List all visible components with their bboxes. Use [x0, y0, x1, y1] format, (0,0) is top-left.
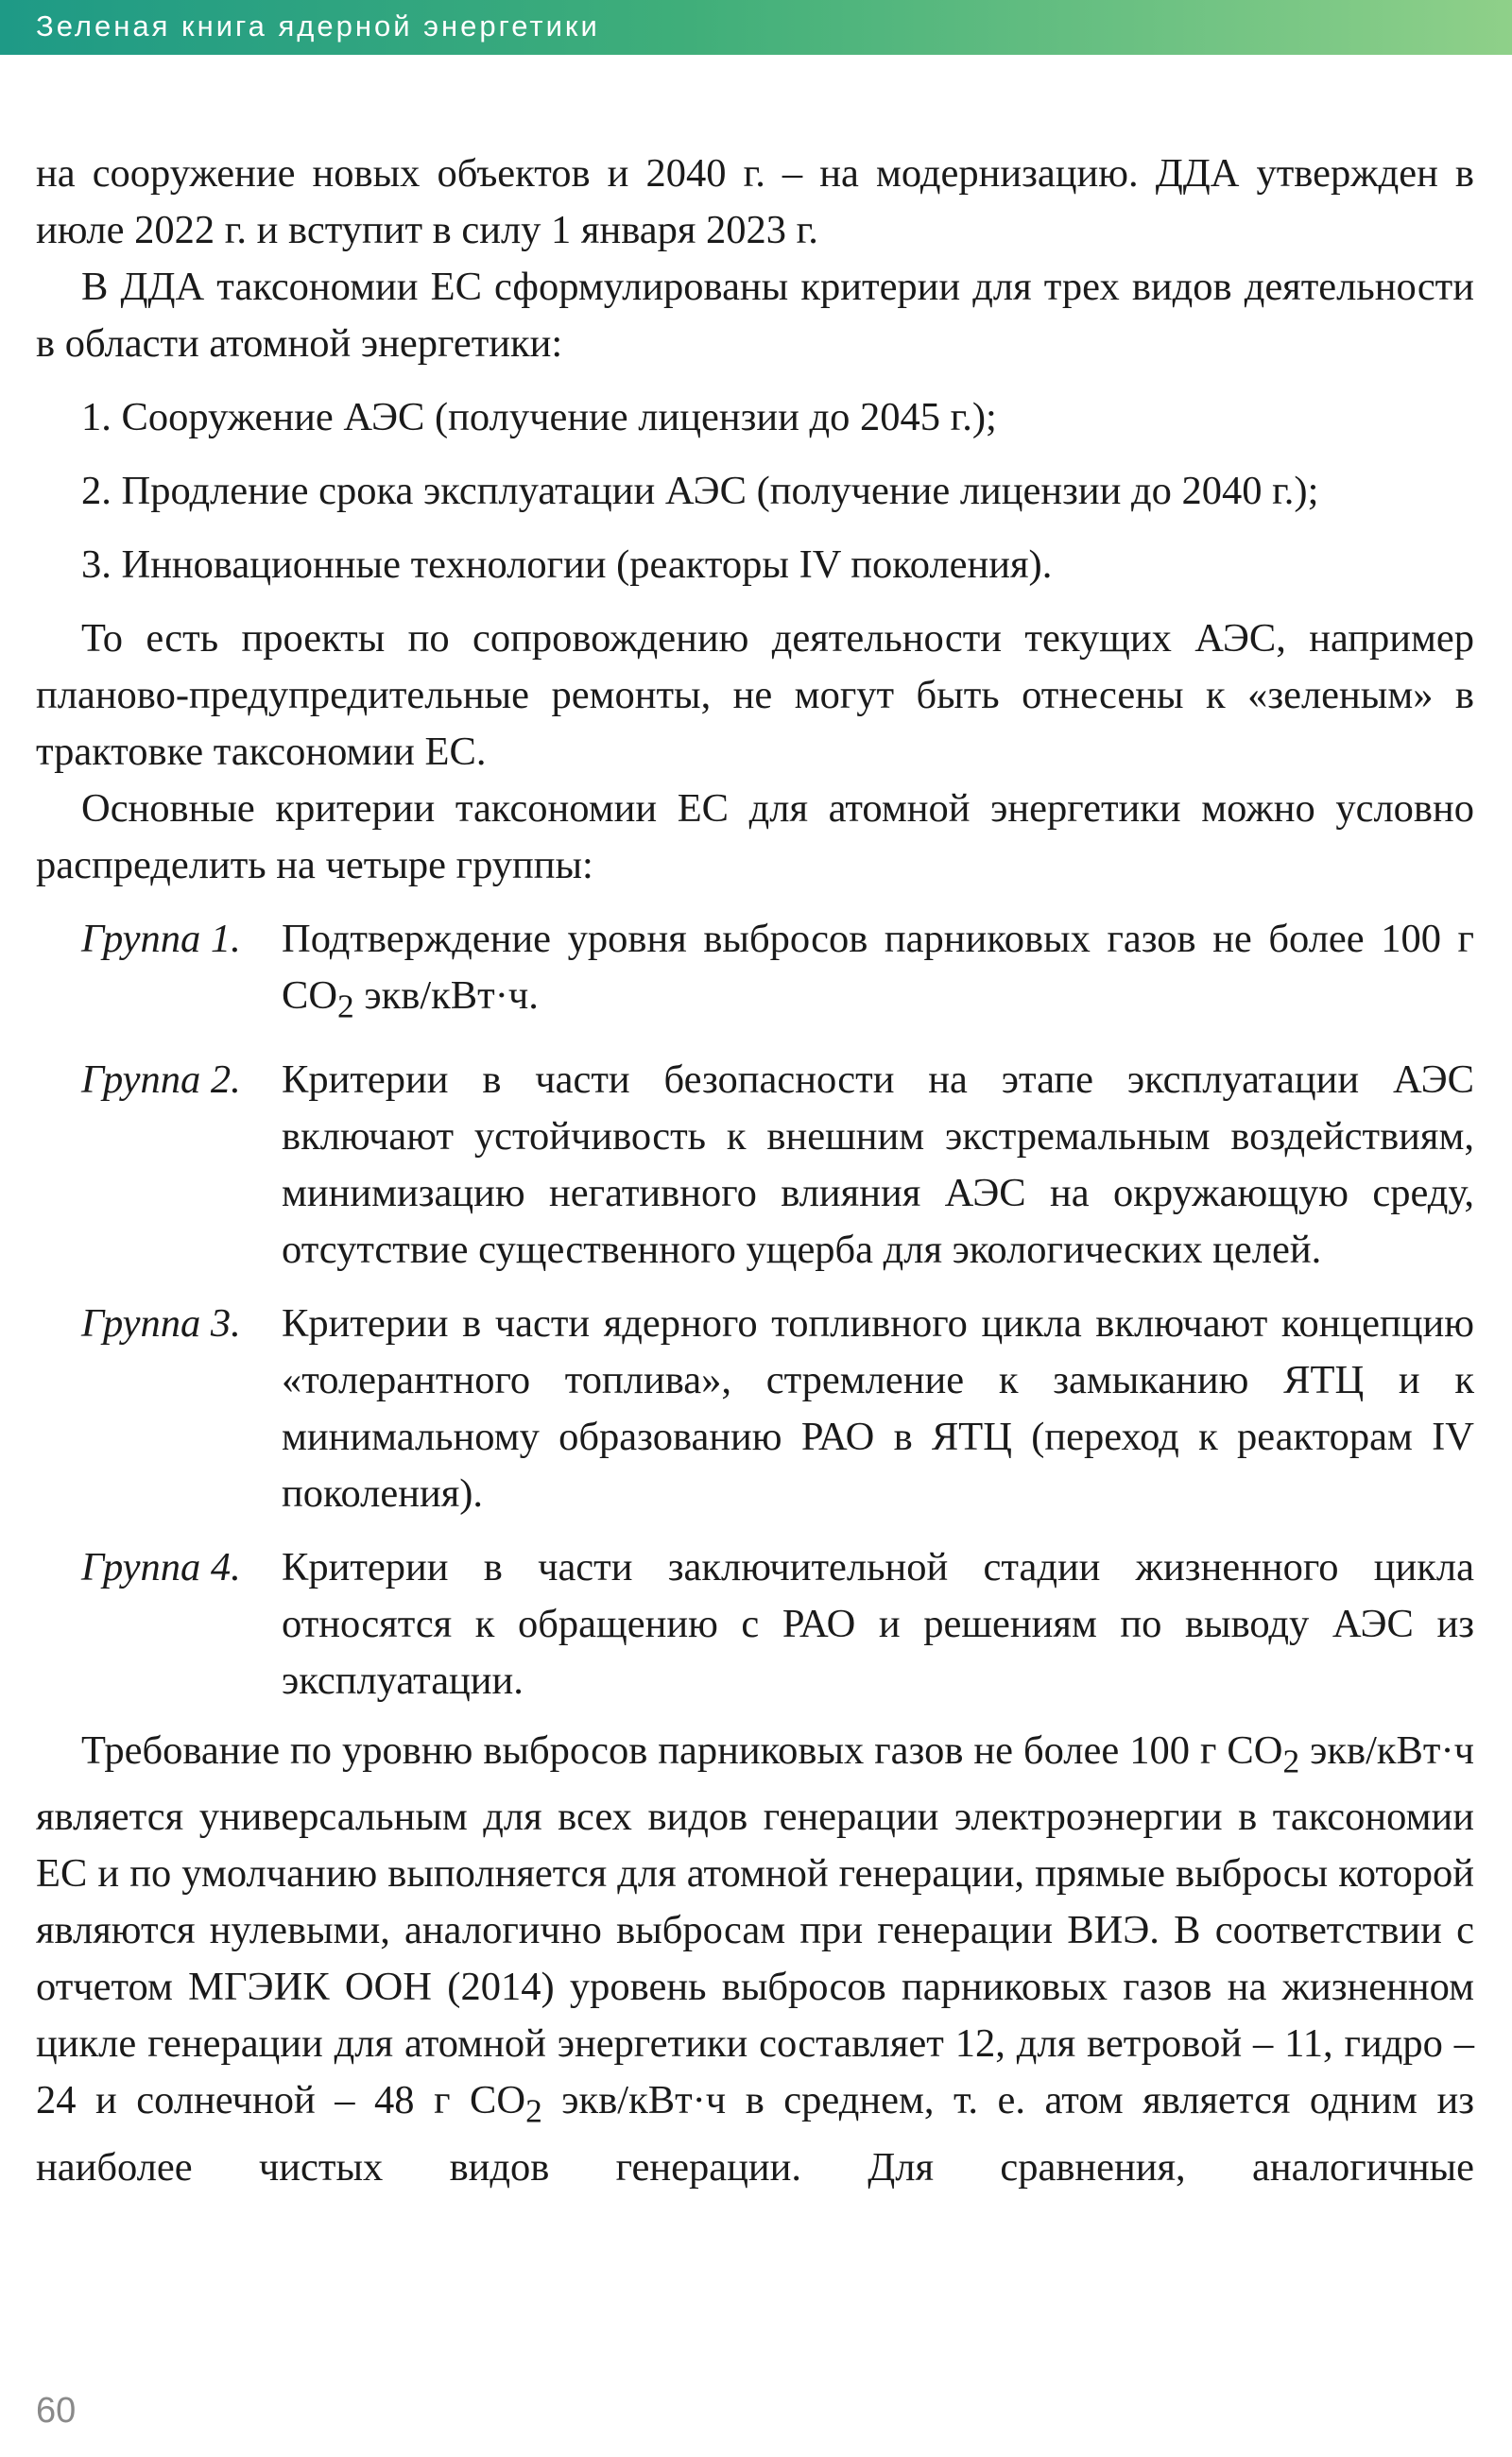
paragraph-4: Основные критерии таксономии ЕС для атомной энергетики можно условно распределить на четыре группы: [36, 786, 1474, 887]
criteria-group-2 [36, 1052, 1474, 1279]
criteria-group-3 [36, 1296, 1474, 1522]
group-text: Критерии в части безопасности на этапе эксплуатации АЭС включают устойчивость к внешним экстремальным воздействиям, минимизацию негативного влияния АЭС на окружающую среду, отсутствие существенного ущерба для экологических целей. [282, 1057, 1474, 1272]
list-item-1: 1. Сооружение АЭС (получение лицензии до 2045 г.); [81, 395, 997, 439]
paragraph-5-part: Требование по уровню выбросов парниковых газов не более 100 г СО [81, 1727, 1283, 1773]
book-title: Зеленая книга ядерной энергетики [36, 9, 600, 43]
subscript: 2 [1282, 1742, 1300, 1779]
page-number: 60 [36, 2391, 77, 2431]
header-band [0, 0, 1512, 55]
criteria-group-1 [36, 911, 1474, 1035]
group-text: Критерии в части ядерного топливного цикла включают концепцию «толерантного топлива», стремление к замыканию ЯТЦ и к минимальному образованию РАО в ЯТЦ (переход к реакторам IV поколения). [282, 1300, 1474, 1516]
paragraph-5-part: экв/кВт·ч является универсальным для всех видов генерации электроэнергии в таксономии ЕС и по умолчанию выполняется для атомной генерации, прямые выбросы которой являются нулевыми, аналогично выбросам при генерации ВИЭ. В соответствии с отчетом МГЭИК ООН (2014) уровень выбросов парниковых газов на жизненном цикле генерации для атомной энергетики составляет 12, для ветровой – 11, гидро – 24 и солнечной – 48 г СО [36, 1727, 1474, 2122]
group-label: Группа 1. [81, 917, 241, 961]
group-label: Группа 4. [81, 1544, 241, 1589]
list-item-3: 3. Инновационные технологии (реакторы IV поколения). [81, 542, 1053, 587]
paragraph-5 [36, 1723, 1474, 2196]
group-text-part: Подтверждение уровня выбросов парниковых газов не более 100 г СО [282, 917, 1474, 1018]
list-item-2: 2. Продление срока эксплуатации АЭС (получение лицензии до 2040 г.); [81, 469, 1319, 513]
subscript: 2 [525, 2091, 542, 2130]
activity-list [36, 389, 1474, 593]
page-body [36, 146, 1474, 2196]
criteria-groups [36, 911, 1474, 1710]
group-text: Критерии в части заключительной стадии жизненного цикла относятся к обращению с РАО и решениям по выводу АЭС из эксплуатации. [282, 1544, 1474, 1703]
group-text [282, 911, 1474, 1035]
group-label: Группа 2. [81, 1057, 241, 1102]
criteria-group-4 [36, 1539, 1474, 1710]
paragraph-1: на сооружение новых объектов и 2040 г. – на модернизацию. ДДА утвержден в июле 2022 г. и вступит в силу 1 января 2023 г. [36, 151, 1474, 252]
subscript: 2 [337, 987, 354, 1025]
paragraph-3: То есть проекты по сопровождению деятельности текущих АЭС, например планово-предупредительные ремонты, не могут быть отнесены к «зеленым» в трактовке таксономии ЕС. [36, 616, 1474, 774]
paragraph-5-part: экв/кВт·ч в среднем, т. е. атом является одним из наиболее чистых видов генерации. Для сравнения, аналогичные [36, 2078, 1474, 2190]
group-text-part: экв/кВт·ч. [353, 973, 539, 1018]
paragraph-2: В ДДА таксономии ЕС сформулированы критерии для трех видов деятельности в области атомной энергетики: [36, 265, 1474, 366]
group-label: Группа 3. [81, 1300, 241, 1346]
